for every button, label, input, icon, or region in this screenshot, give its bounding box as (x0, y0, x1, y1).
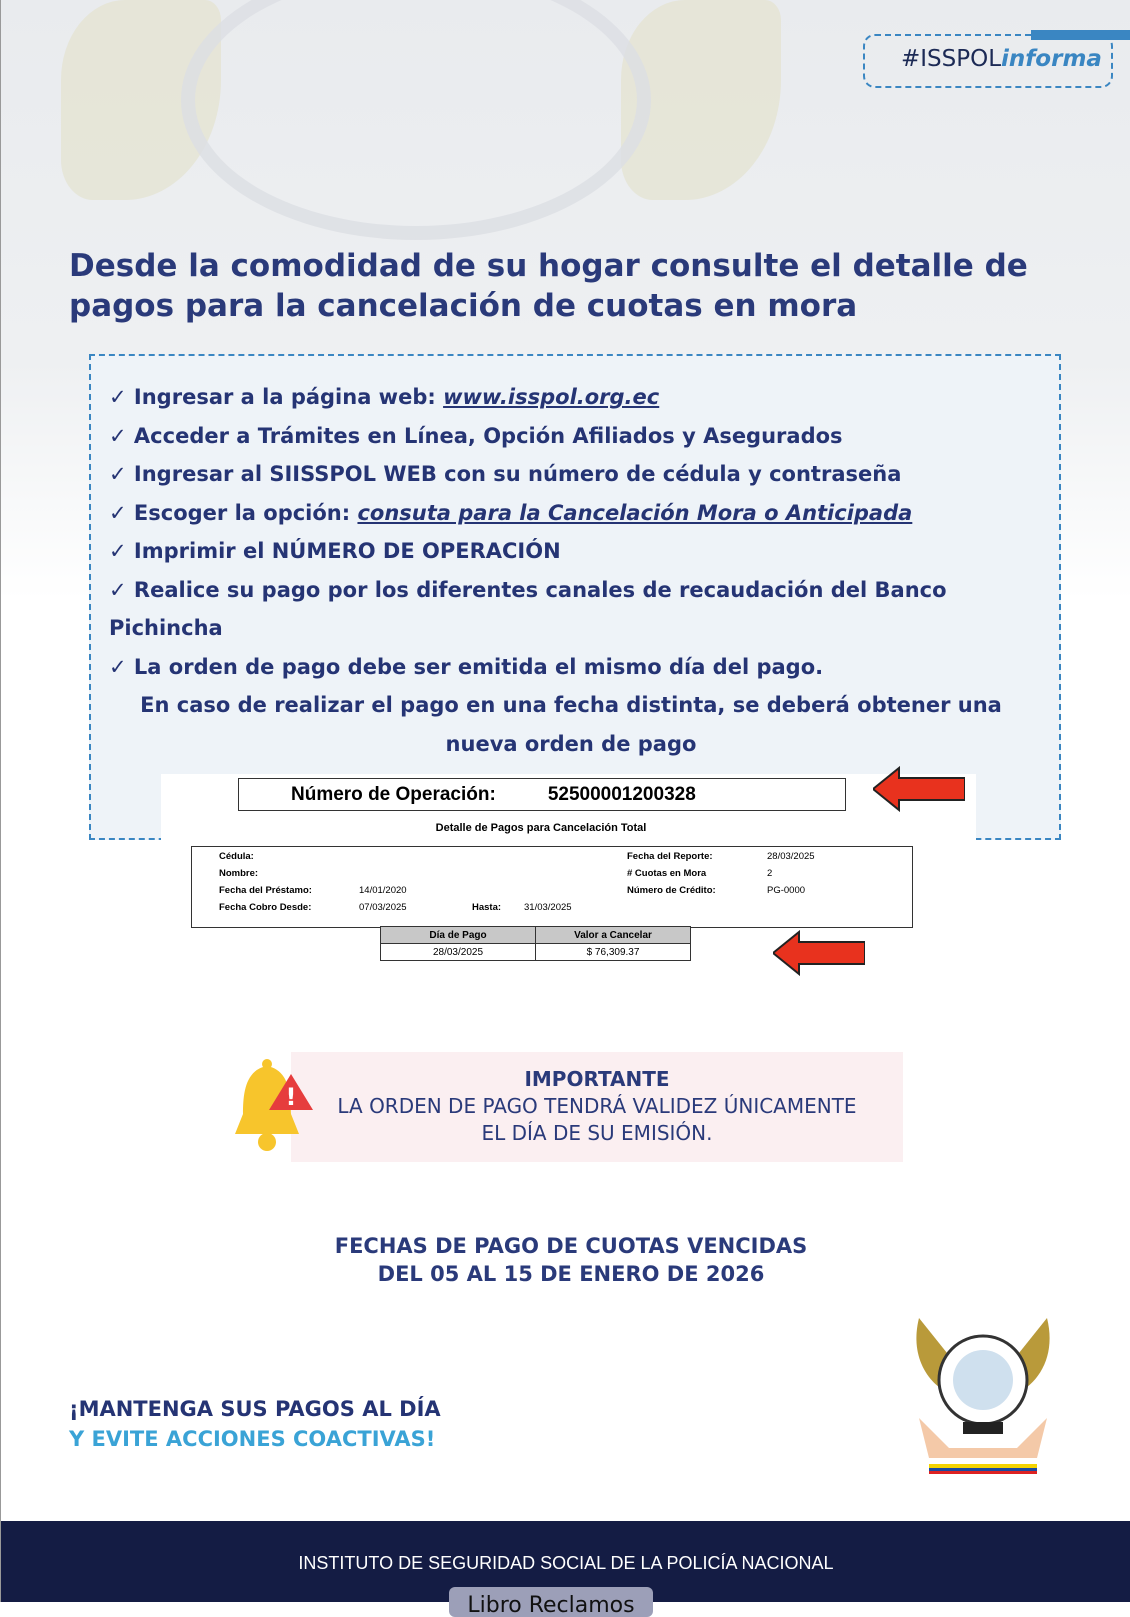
tag-prefix: #ISSPOL (901, 46, 1002, 72)
option-link[interactable]: consuta para la Cancelación Mora o Anticipada (357, 500, 913, 525)
slogan: ¡MANTENGA SUS PAGOS AL DÍA Y EVITE ACCIONES COACTIVAS! (69, 1397, 441, 1451)
svg-text:!: ! (285, 1083, 297, 1111)
step-item: ✓ Acceder a Trámites en Línea, Opción Afiliados y Asegurados (109, 423, 843, 448)
note-text: En caso de realizar el pago en una fecha distinta, se deberá obtener una nueva orden de pago (140, 693, 1002, 756)
step-item: ✓ Ingresar a la página web: www.isspol.org.ec (109, 385, 660, 409)
hashtag-badge (863, 34, 1113, 88)
isspol-logo (909, 1318, 1057, 1478)
footer-title: INSTITUTO DE SEGURIDAD SOCIAL DE LA POLICÍA NACIONAL (298, 1553, 834, 1573)
step-item: ✓ Ingresar al SIISSPOL WEB con su número de cédula y contraseña (109, 462, 902, 486)
website-link[interactable]: www.isspol.org.ec (443, 385, 660, 409)
red-arrow-icon (773, 930, 865, 976)
emblem-watermark (181, 0, 651, 240)
footer (1, 1521, 1130, 1617)
step-item: ✓ Escoger la opción: consuta para la Cancelación Mora o Anticipada (109, 500, 913, 525)
payment-document-image (161, 774, 976, 990)
operation-number-box: Número de Operación: 52500001200328 (238, 778, 846, 811)
step-item: ✓ Imprimir el NÚMERO DE OPERACIÓN (109, 539, 561, 563)
complaints-book-button[interactable]: Libro Reclamos (449, 1587, 653, 1617)
document-title: Detalle de Pagos para Cancelación Total (435, 822, 647, 834)
payment-table: Día de Pago Valor a Cancelar 28/03/2025 $ 76,309.37 (380, 926, 691, 961)
red-arrow-icon (873, 766, 965, 812)
headline: Desde la comodidad de su hogar consulte el detalle de pagos para la cancelación de cuotas en mora (69, 248, 1028, 324)
important-title: IMPORTANTE (524, 1067, 670, 1091)
table-row: 28/03/2025 $ 76,309.37 (381, 944, 691, 961)
important-notice: IMPORTANTE LA ORDEN DE PAGO TENDRÁ VALIDEZ ÚNICAMENTE EL DÍA DE SU EMISIÓN. (291, 1052, 903, 1162)
step-item: ✓ Realice su pago por los diferentes canales de recaudación del Banco Pichincha (109, 577, 947, 640)
step-item: ✓ La orden de pago debe ser emitida el mismo día del pago. (109, 654, 824, 679)
document-info: Cédula: Nombre: Fecha del Préstamo: 14/01/2020 Fecha Cobro Desde: 07/03/2025 Hasta: 31/03/2025 Fecha del Reporte: 28/03/2025 # Cuotas en Mora 2 Número de Crédito: PG-0000 (191, 846, 913, 928)
bell-warning-icon (231, 1058, 317, 1154)
tag-suffix: informa (1001, 46, 1102, 72)
payment-dates: FECHAS DE PAGO DE CUOTAS VENCIDAS DEL 05 AL 15 DE ENERO DE 2026 (334, 1234, 808, 1286)
